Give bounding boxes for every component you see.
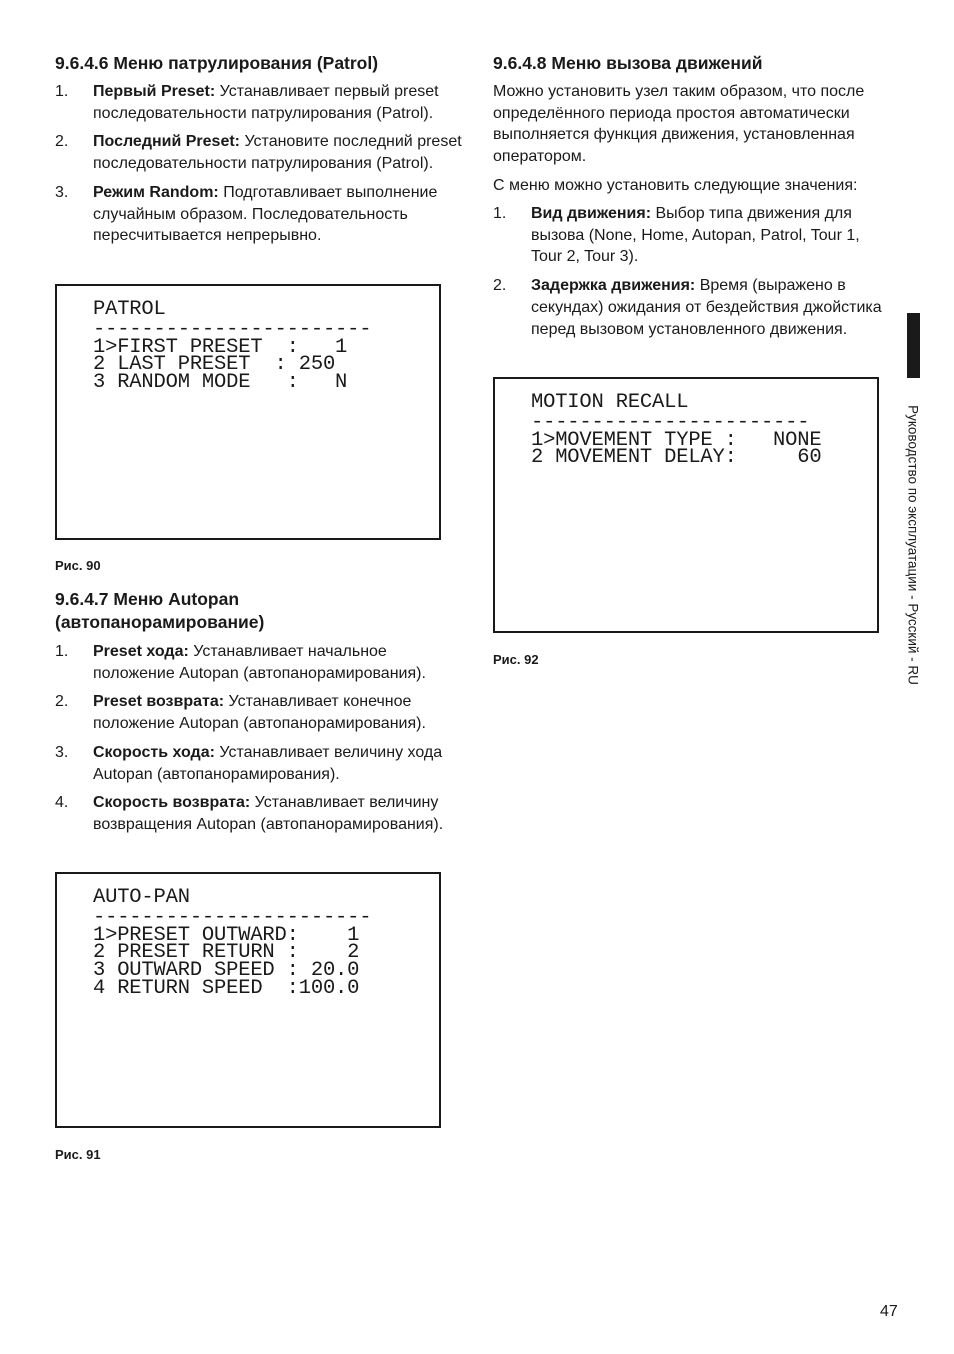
item-text: Устанавливает величину возвращения Autopan (автопанорамирования). — [93, 794, 444, 833]
list-item — [493, 203, 893, 268]
item-label: Скорость хода: — [93, 743, 215, 761]
side-label-text: Руководство по эксплуатации - Русский - RU — [905, 405, 921, 685]
item-label: Preset хода: — [93, 643, 189, 660]
item-text: Подготавливает выполнение случайным образом. Последовательность пересчитывается непрерывно. — [93, 183, 438, 245]
motion-heading: 9.6.4.8 Меню вызова движений — [493, 53, 763, 73]
list-item — [55, 742, 463, 785]
motion-osd-screen — [493, 377, 879, 633]
item-label: Последний Preset: — [93, 133, 240, 151]
list-item — [55, 641, 463, 684]
osd-text — [93, 886, 372, 1000]
item-text: Устанавливает конечное положение Autopan (автопанорамирования). — [93, 693, 426, 733]
osd-line: 1>FIRST PRESET : 1 — [93, 335, 348, 359]
osd-separator: ----------------------- — [93, 905, 372, 929]
osd-line: 1>MOVEMENT TYPE : NONE — [531, 428, 822, 452]
list-item — [493, 275, 893, 340]
item-text: Устанавливает первый preset последовательности патрулирования (Patrol). — [93, 83, 439, 122]
item-label: Первый Preset: — [93, 83, 216, 100]
item-label: Вид движения: — [531, 205, 652, 222]
item-text: Устанавливает величину хода Autopan (автопанорамирования). — [93, 743, 443, 783]
osd-line: 3 OUTWARD SPEED : 20.0 — [93, 959, 360, 983]
patrol-list — [55, 81, 463, 254]
osd-title: MOTION RECALL — [531, 391, 689, 414]
figure-caption: Рис. 90 — [55, 558, 101, 573]
list-item — [55, 792, 463, 835]
item-number: 1. — [493, 205, 507, 222]
motion-intro-2: С меню можно установить следующие значения: — [493, 177, 858, 194]
item-label: Режим Random: — [93, 183, 219, 201]
item-label: Задержка движения: — [531, 277, 696, 295]
item-text: Установите последний preset последовательности патрулирования (Patrol). — [93, 133, 462, 173]
patrol-osd-screen — [55, 284, 441, 540]
osd-title: AUTO-PAN — [93, 886, 190, 909]
osd-separator: ----------------------- — [531, 410, 810, 434]
item-number: 2. — [493, 277, 507, 295]
osd-line: 3 RANDOM MODE : N — [93, 371, 348, 395]
osd-text — [93, 298, 372, 395]
list-item — [55, 182, 463, 247]
osd-line: 2 LAST PRESET : 250 — [93, 353, 336, 377]
autopan-heading: 9.6.4.7 Меню Autopan (автопанорамирование) — [55, 589, 265, 632]
item-number: 2. — [55, 693, 69, 711]
osd-line: 1>PRESET OUTWARD: 1 — [93, 923, 360, 947]
item-number: 3. — [55, 183, 69, 201]
section-tab-marker — [907, 313, 920, 378]
item-number: 1. — [55, 83, 69, 100]
figure-caption: Рис. 91 — [55, 1147, 101, 1162]
osd-line: 4 RETURN SPEED :100.0 — [93, 976, 360, 1000]
figure-caption: Рис. 92 — [493, 652, 539, 667]
item-number: 1. — [55, 643, 69, 660]
list-item — [55, 131, 463, 174]
autopan-list — [55, 641, 463, 843]
item-number: 4. — [55, 794, 69, 812]
item-text: Время (выражено в секундах) ожидания от бездействия джойстика перед вызовом установленного движения. — [531, 277, 882, 338]
item-text: Устанавливает начальное положение Autopan (автопанорамирования). — [93, 643, 426, 682]
list-item — [55, 81, 463, 124]
item-number: 2. — [55, 133, 69, 151]
page-number: 47 — [880, 1303, 898, 1320]
item-number: 3. — [55, 743, 69, 761]
item-label: Preset возврата: — [93, 693, 225, 711]
osd-title: PATROL — [93, 298, 166, 321]
autopan-osd-screen — [55, 872, 441, 1128]
motion-list — [493, 203, 893, 347]
osd-line: 2 MOVEMENT DELAY: 60 — [531, 446, 822, 470]
list-item — [55, 691, 463, 734]
osd-separator: ----------------------- — [93, 317, 372, 341]
patrol-heading: 9.6.4.6 Меню патрулирования (Patrol) — [55, 53, 379, 73]
osd-line: 2 PRESET RETURN : 2 — [93, 941, 360, 965]
osd-text — [531, 391, 822, 470]
item-label: Скорость возврата: — [93, 794, 251, 812]
item-text: Выбор типа движения для вызова (None, Home, Autopan, Patrol, Tour 1, Tour 2, Tour 3). — [531, 205, 860, 266]
motion-intro: Можно установить узел таким образом, что после определённого периода простоя автоматически выполняется функция движения, установленная оператором. — [493, 83, 865, 166]
